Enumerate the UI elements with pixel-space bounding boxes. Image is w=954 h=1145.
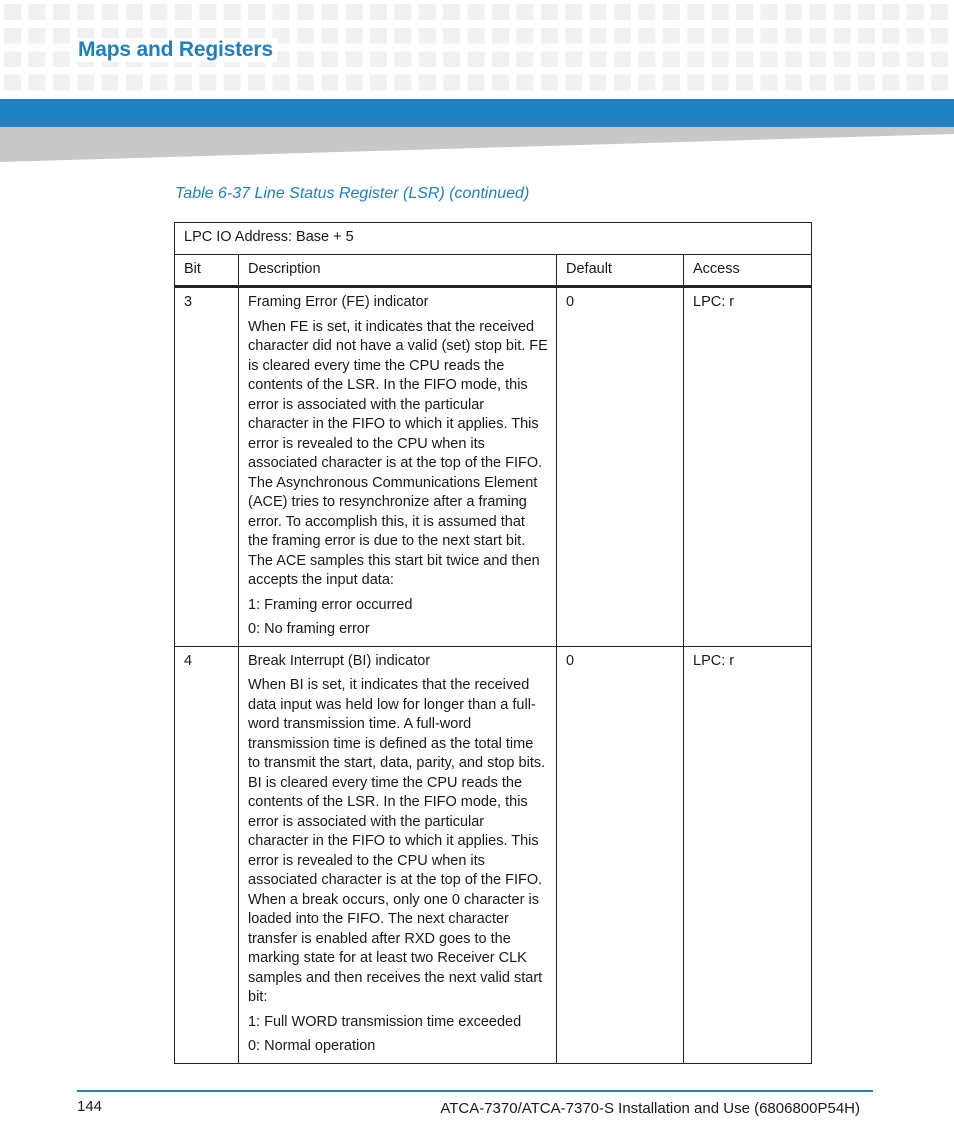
footer-rule <box>77 1090 873 1092</box>
document-title: ATCA-7370/ATCA-7370-S Installation and Use (6806800P54H) <box>440 1100 860 1117</box>
section-title: Maps and Registers <box>78 38 277 62</box>
description-text: When BI is set, it indicates that the received data input was held low for longer than a full-word transmission time. A full-word transmission time is defined as the total time to transmit the start, data, parity, and stop bits. BI is cleared every time the CPU reads the contents of the LSR. In the FIFO mode, this error is associated with the particular character in the FIFO to which it applies. This error is revealed to the CPU when its associated character is at the top of the FIFO. When a break occurs, only one 0 character is loaded into the FIFO. The next character transfer is enabled after RXD goes to the marking state for at least two Receiver CLK samples and then receives the next valid start bit: <box>248 677 546 1005</box>
description-option: 1: Full WORD transmission time exceeded <box>248 1013 522 1030</box>
header-gray-wedge <box>0 127 954 163</box>
register-table <box>174 222 812 1064</box>
address-cell: LPC IO Address: Base + 5 <box>175 223 812 255</box>
table-row <box>175 287 812 647</box>
address-row <box>175 223 812 255</box>
access-cell: LPC: r <box>684 287 812 647</box>
column-header-bit: Bit <box>175 254 239 287</box>
description-option: 0: Normal operation <box>248 1038 376 1054</box>
page-number: 144 <box>77 1098 103 1115</box>
header-blue-band <box>0 99 954 127</box>
description-option: 0: No framing error <box>248 621 370 637</box>
bit-cell: 3 <box>175 287 239 647</box>
bit-cell: 4 <box>175 646 239 1063</box>
table-caption: Table 6-37 Line Status Register (LSR) (continued) <box>175 185 530 202</box>
access-cell: LPC: r <box>684 646 812 1063</box>
description-cell <box>239 646 557 1063</box>
default-cell: 0 <box>557 646 684 1063</box>
column-header-description: Description <box>239 254 557 287</box>
description-option: 1: Framing error occurred <box>248 596 413 613</box>
description-text: When FE is set, it indicates that the received character did not have a valid (set) stop bit. FE is cleared every time the CPU reads the contents of the LSR. In the FIFO mode, this error is associated with the particular character in the FIFO to which it applies. This error is revealed to the CPU when its associated character is at the top of the FIFO. The Asynchronous Communications Element (ACE) tries to resynchronize after a framing error. To accomplish this, it is assumed that the framing error is due to the next start bit. The ACE samples this start bit twice and then accepts the input data: <box>248 318 548 588</box>
default-cell: 0 <box>557 287 684 647</box>
description-title: Break Interrupt (BI) indicator <box>248 652 431 669</box>
description-cell <box>239 287 557 647</box>
description-title: Framing Error (FE) indicator <box>248 294 429 310</box>
column-header-default: Default <box>557 254 684 287</box>
table-row <box>175 646 812 1063</box>
column-header-access: Access <box>684 254 812 287</box>
table-header-row <box>175 254 812 287</box>
